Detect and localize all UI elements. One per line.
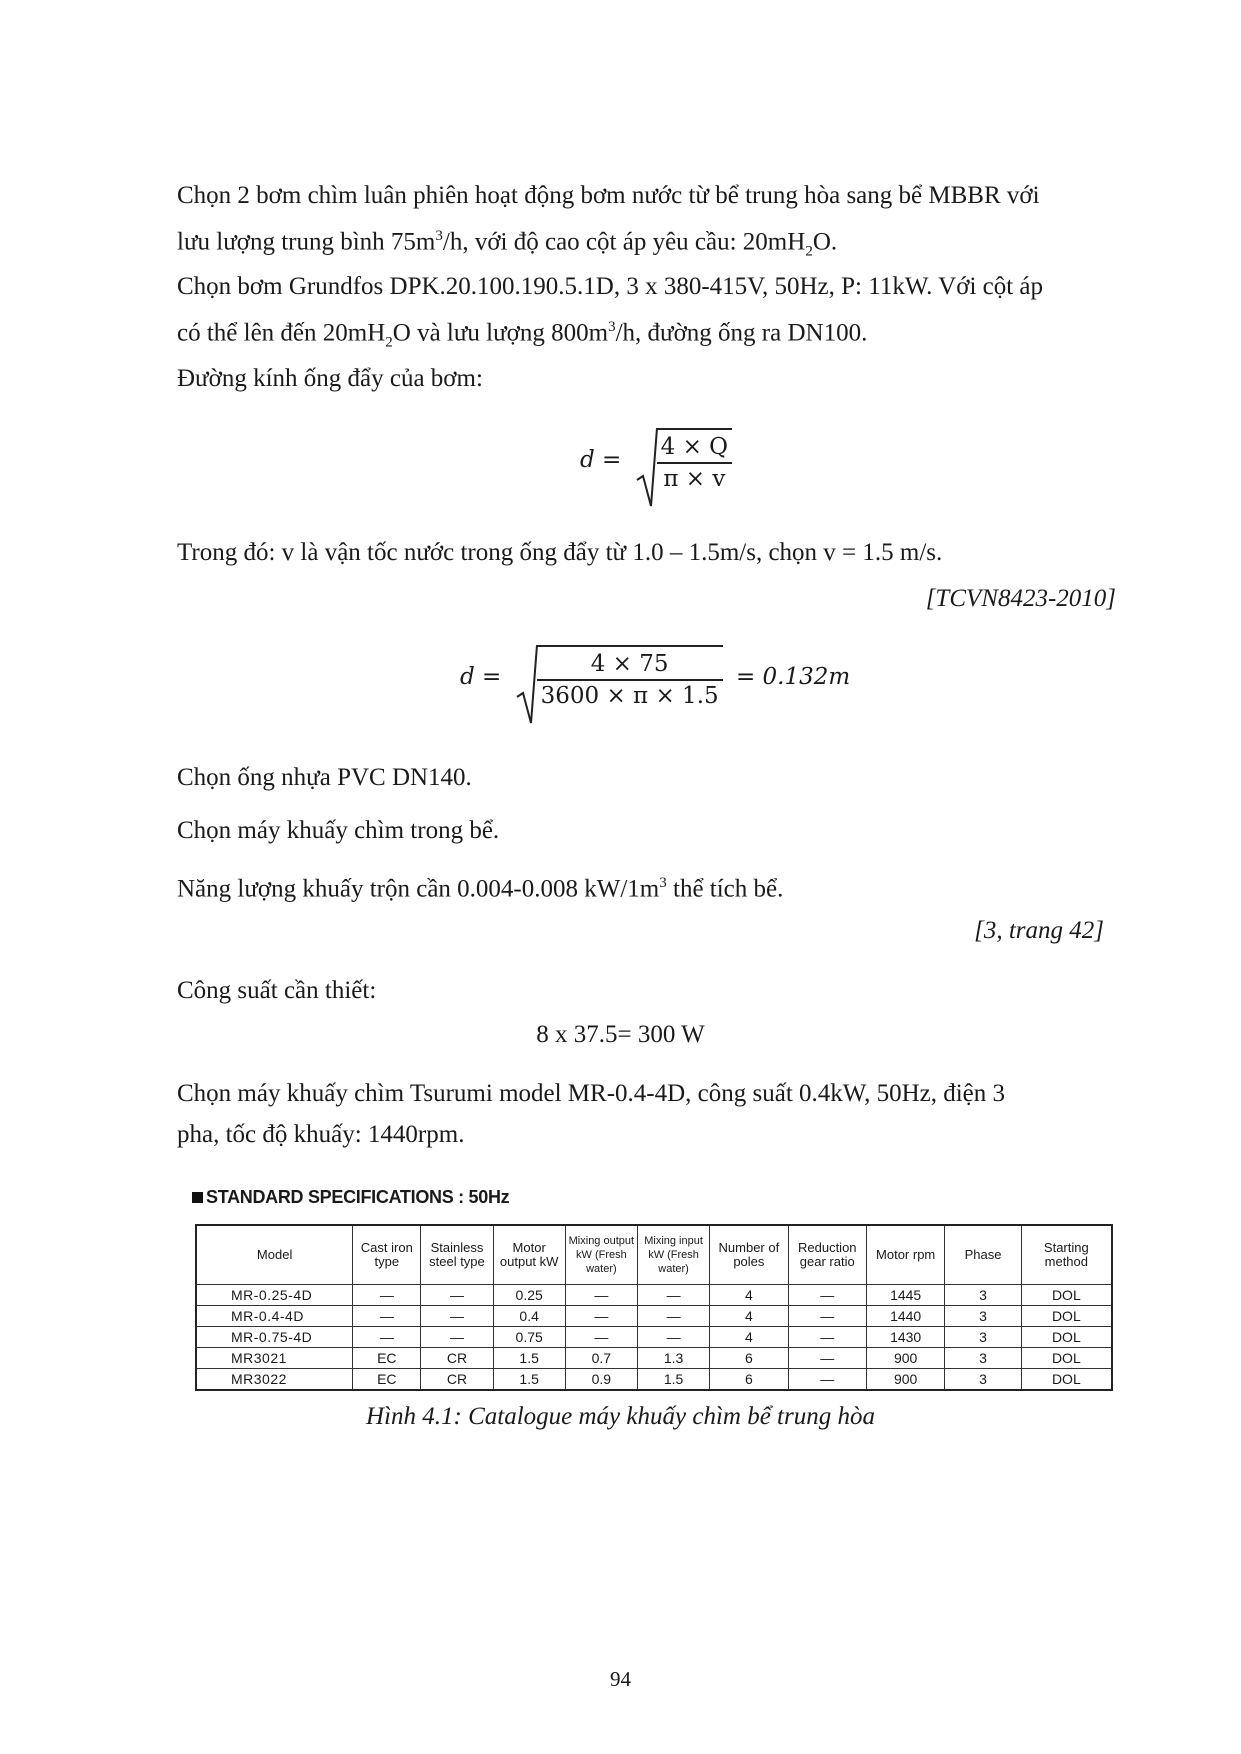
table-cell: DOL xyxy=(1021,1306,1112,1327)
figure-caption: Hình 4.1: Catalogue máy khuấy chìm bể trung hòa xyxy=(366,1403,875,1430)
table-cell: — xyxy=(421,1285,493,1306)
header-poles: Number of poles xyxy=(710,1225,788,1285)
page-number: 94 xyxy=(610,1667,631,1691)
table-cell: EC xyxy=(353,1369,421,1391)
formula-2-denominator: 3600 × π × 1.5 xyxy=(540,683,719,709)
sqrt-sign xyxy=(515,645,723,709)
paragraph-7: Năng lượng khuấy trộn cần 0.004-0.008 $kW/1m^3$ thể tích bể. xyxy=(177,875,784,903)
table-cell: 3 xyxy=(945,1369,1021,1391)
paragraph-1: Chọn 2 bơm chìm luân phiên hoạt động bơm nước từ bể trung hòa sang bể MBBR với lưu lượng trung bình $75m^3/h$, với độ cao cột áp yêu cầu: $20mH_2O$. xyxy=(177,182,1040,260)
table-cell: 1.5 xyxy=(493,1348,565,1369)
table-cell: — xyxy=(421,1327,493,1348)
table-cell: — xyxy=(637,1306,709,1327)
table-cell: — xyxy=(421,1306,493,1327)
table-cell: 0.9 xyxy=(565,1369,637,1391)
header-rpm: Motor rpm xyxy=(866,1225,944,1285)
paragraph-4: Trong đó: v là vận tốc nước trong ống đẩy từ 1.0 – 1.5m/s, chọn v = 1.5 m/s. xyxy=(177,539,943,566)
table-cell: — xyxy=(788,1285,866,1306)
model-cell: MR-0.75-4D xyxy=(196,1327,353,1348)
table-cell: 4 xyxy=(710,1285,788,1306)
table-cell: DOL xyxy=(1021,1327,1112,1348)
header-cast-iron: Cast iron type xyxy=(353,1225,421,1285)
table-cell: — xyxy=(788,1348,866,1369)
table-row xyxy=(196,1369,1112,1391)
table-row xyxy=(196,1348,1112,1369)
paragraph-2: Chọn bơm Grundfos DPK.20.100.190.5.1D, 3 x 380-415V, 50Hz, P: 11kW. Với cột áp có thể lên đến $20mH_2O$ và lưu lượng $800m^3/h$, đường ống ra DN100. xyxy=(177,273,1044,351)
table-cell: 1440 xyxy=(866,1306,944,1327)
header-stainless: Stainless steel type xyxy=(421,1225,493,1285)
table-row xyxy=(196,1285,1112,1306)
table-cell: 0.75 xyxy=(493,1327,565,1348)
table-cell: — xyxy=(353,1285,421,1306)
table-cell: — xyxy=(637,1285,709,1306)
model-cell: MR-0.4-4D xyxy=(196,1306,353,1327)
reference-tcvn: [TCVN8423-2010] xyxy=(925,585,1116,612)
formula-2-numerator: 4 × 75 xyxy=(537,651,723,681)
table-cell: — xyxy=(565,1306,637,1327)
model-cell: MR-0.25-4D xyxy=(196,1285,353,1306)
table-cell: 3 xyxy=(945,1327,1021,1348)
spec-table-body xyxy=(196,1285,1112,1391)
formula-1-lhs: d = xyxy=(580,447,622,473)
sqrt-sign xyxy=(635,428,732,492)
table-cell: 4 xyxy=(710,1306,788,1327)
table-cell: 900 xyxy=(866,1348,944,1369)
table-row xyxy=(196,1327,1112,1348)
table-cell: — xyxy=(788,1369,866,1391)
paragraph-5: Chọn ống nhựa PVC DN140. xyxy=(177,764,472,791)
table-cell: 1.5 xyxy=(493,1369,565,1391)
square-bullet-icon xyxy=(192,1192,203,1203)
paragraph-6: Chọn máy khuấy chìm trong bể. xyxy=(177,817,500,844)
paragraph-1-line-1: Chọn 2 bơm chìm luân phiên hoạt động bơm nước từ bể trung hòa sang bể MBBR với xyxy=(177,182,1040,209)
formula-1-denominator: π × v xyxy=(663,466,726,492)
header-mixing-output: Mixing output kW (Fresh water) xyxy=(565,1225,637,1285)
header-phase: Phase xyxy=(945,1225,1021,1285)
paragraph-8: Công suất cần thiết: xyxy=(177,977,377,1004)
table-cell: 1445 xyxy=(866,1285,944,1306)
table-cell: DOL xyxy=(1021,1285,1112,1306)
table-cell: 6 xyxy=(710,1369,788,1391)
table-cell: 1.5 xyxy=(637,1369,709,1391)
table-cell: — xyxy=(565,1285,637,1306)
model-cell: MR3021 xyxy=(196,1348,353,1369)
table-cell: 1430 xyxy=(866,1327,944,1348)
header-motor-output: Motor output kW xyxy=(493,1225,565,1285)
formula-1-numerator: 4 × Q xyxy=(657,434,732,464)
formula-2-lhs: d = xyxy=(460,664,502,690)
table-cell: 0.7 xyxy=(565,1348,637,1369)
table-cell: 4 xyxy=(710,1327,788,1348)
table-cell: EC xyxy=(353,1348,421,1369)
table-cell: — xyxy=(788,1327,866,1348)
header-starting: Starting method xyxy=(1021,1225,1112,1285)
spec-table-title: STANDARD SPECIFICATIONS : 50Hz xyxy=(192,1187,509,1208)
header-mixing-input: Mixing input kW (Fresh water) xyxy=(637,1225,709,1285)
paragraph-3: Đường kính ống đẩy của bơm: xyxy=(177,365,483,392)
spec-table xyxy=(195,1224,1113,1391)
reference-page: [3, trang 42] xyxy=(974,917,1104,944)
model-cell: MR3022 xyxy=(196,1369,353,1391)
paragraph-9: Chọn máy khuấy chìm Tsurumi model MR-0.4-4D, công suất 0.4kW, 50Hz, điện 3 pha, tốc độ khuấy: 1440rpm. xyxy=(177,1080,1006,1148)
table-cell: 3 xyxy=(945,1348,1021,1369)
table-cell: 3 xyxy=(945,1285,1021,1306)
formula-2-result: = 0.132m xyxy=(735,664,851,690)
table-cell: CR xyxy=(421,1369,493,1391)
table-cell: — xyxy=(565,1327,637,1348)
table-cell: 1.3 xyxy=(637,1348,709,1369)
table-cell: — xyxy=(353,1327,421,1348)
formula-pipe-diameter-calc xyxy=(460,645,850,709)
table-cell: 0.4 xyxy=(493,1306,565,1327)
table-cell: DOL xyxy=(1021,1369,1112,1391)
formula-pipe-diameter xyxy=(580,428,732,492)
table-cell: 6 xyxy=(710,1348,788,1369)
header-reduction: Reduction gear ratio xyxy=(788,1225,866,1285)
table-cell: 900 xyxy=(866,1369,944,1391)
table-cell: DOL xyxy=(1021,1348,1112,1369)
table-cell: — xyxy=(353,1306,421,1327)
table-cell: 0.25 xyxy=(493,1285,565,1306)
table-cell: 3 xyxy=(945,1306,1021,1327)
header-model: Model xyxy=(196,1225,353,1285)
table-row xyxy=(196,1306,1112,1327)
table-cell: — xyxy=(637,1327,709,1348)
table-cell: CR xyxy=(421,1348,493,1369)
table-cell: — xyxy=(788,1306,866,1327)
power-calculation: 8 x 37.5= 300 W xyxy=(536,1021,705,1048)
